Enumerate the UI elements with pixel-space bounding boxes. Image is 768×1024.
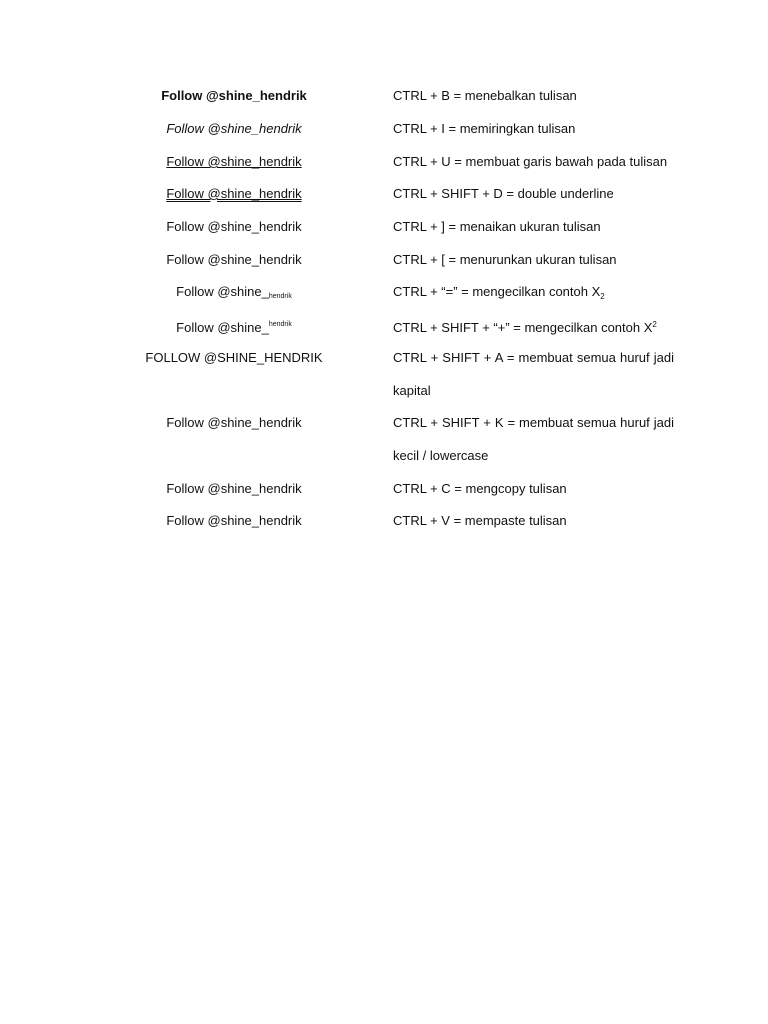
description-superscript	[393, 317, 674, 336]
example-uppercase: FOLLOW @SHINE_HENDRIK	[145, 350, 323, 365]
description-subscript-script: 2	[600, 292, 605, 301]
example-superscript-text: Follow @shine_	[176, 320, 269, 335]
description-superscript-script: 2	[652, 320, 657, 329]
description-uppercase-line2: kapital	[393, 383, 431, 398]
example-subscript-script: hendrik	[268, 293, 292, 300]
example-double-underline: Follow @shine_hendrik	[166, 186, 302, 201]
example-increase-size: Follow @shine_hendrik	[166, 219, 302, 234]
description-italic: CTRL + I = memiringkan tulisan	[393, 121, 576, 136]
description-lowercase-line1: CTRL + SHIFT + K = membuat semua huruf jadi	[393, 415, 674, 430]
description-lowercase	[393, 415, 674, 464]
example-subscript-text: Follow @shine_	[176, 284, 269, 299]
description-uppercase	[393, 350, 674, 399]
example-superscript	[134, 317, 334, 336]
example-italic: Follow @shine_hendrik	[166, 121, 302, 136]
description-bold: CTRL + B = menebalkan tulisan	[393, 88, 577, 103]
description-uppercase-line1: CTRL + SHIFT + A = membuat semua huruf jadi	[393, 350, 674, 365]
example-bold: Follow @shine_hendrik	[161, 88, 307, 103]
example-underline-wrapper	[134, 154, 334, 170]
description-double-underline: CTRL + SHIFT + D = double underline	[393, 186, 614, 201]
example-copy: Follow @shine_hendrik	[166, 481, 302, 496]
description-paste: CTRL + V = mempaste tulisan	[393, 513, 567, 528]
example-lowercase: Follow @shine_hendrik	[166, 415, 302, 430]
example-double-underline-wrapper	[134, 186, 334, 202]
example-decrease-size: Follow @shine_hendrik	[166, 252, 302, 267]
description-subscript	[393, 284, 674, 305]
description-copy: CTRL + C = mengcopy tulisan	[393, 481, 567, 496]
example-subscript	[134, 284, 334, 305]
example-underline: Follow @shine_hendrik	[166, 154, 302, 169]
example-paste: Follow @shine_hendrik	[166, 513, 302, 528]
description-decrease-size: CTRL + [ = menurunkan ukuran tulisan	[393, 252, 617, 267]
description-underline: CTRL + U = membuat garis bawah pada tulisan	[393, 154, 668, 169]
description-increase-size: CTRL + ] = menaikan ukuran tulisan	[393, 219, 601, 234]
description-subscript-text: CTRL + “=” = mengecilkan contoh X	[393, 284, 601, 299]
example-superscript-script: hendrik	[268, 321, 292, 328]
description-superscript-text: CTRL + SHIFT + “+” = mengecilkan contoh X	[393, 320, 653, 335]
description-lowercase-line2: kecil / lowercase	[393, 448, 489, 463]
